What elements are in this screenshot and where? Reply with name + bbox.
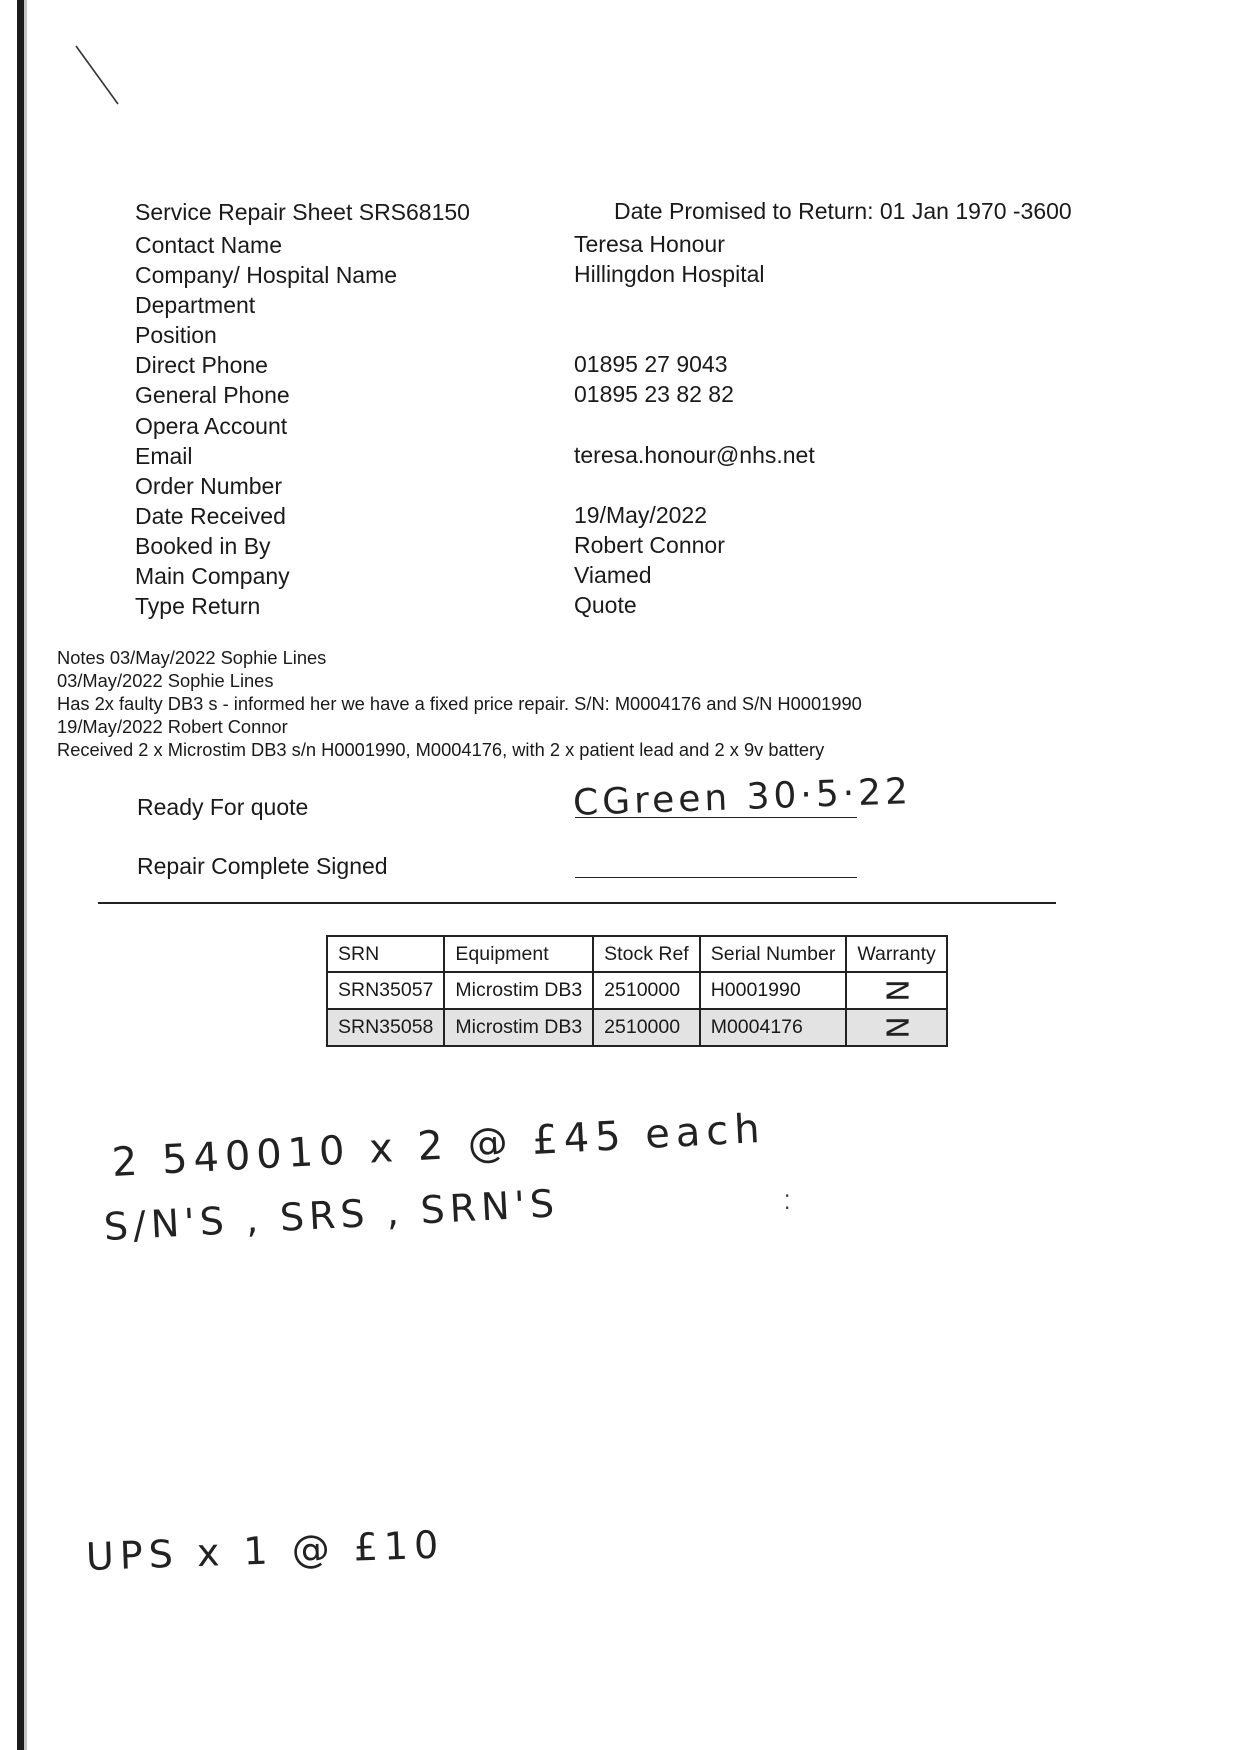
label-general-phone: General Phone xyxy=(135,382,290,409)
cell-equipment: Microstim DB3 xyxy=(444,972,593,1009)
handwritten-warranty: N xyxy=(879,979,915,1002)
value-main-company: Viamed xyxy=(574,562,652,589)
label-direct-phone: Direct Phone xyxy=(135,352,268,379)
handwritten-signature: CGreen 30·5·22 xyxy=(572,771,913,824)
label-date-received: Date Received xyxy=(135,502,286,529)
value-email: teresa.honour@nhs.net xyxy=(574,441,815,468)
handwritten-note: 2 540010 x 2 @ £45 each xyxy=(110,1105,767,1186)
value-booked-in-by: Robert Connor xyxy=(574,531,725,558)
note-line: 03/May/2022 Sophie Lines xyxy=(57,670,274,691)
repair-complete-label: Repair Complete Signed xyxy=(137,853,388,879)
sheet-title: Service Repair Sheet SRS68150 xyxy=(135,199,470,225)
cell-srn: SRN35058 xyxy=(327,1009,444,1046)
label-order-number: Order Number xyxy=(135,472,282,499)
scan-edge xyxy=(17,0,24,1750)
table-row xyxy=(327,1009,947,1046)
label-type-return: Type Return xyxy=(135,593,261,620)
cell-srn: SRN35057 xyxy=(327,972,444,1009)
value-order-number xyxy=(574,470,815,500)
pen-dot-mark: ⁚ xyxy=(784,1192,791,1214)
cell-stock-ref: 2510000 xyxy=(593,972,700,1009)
note-line: 19/May/2022 Robert Connor xyxy=(57,716,288,737)
label-booked-in-by: Booked in By xyxy=(135,532,271,559)
label-main-company: Main Company xyxy=(135,563,290,590)
value-type-return: Quote xyxy=(574,592,637,619)
table-header-row xyxy=(327,936,947,972)
header-equipment: Equipment xyxy=(444,936,593,972)
value-contact-name: Teresa Honour xyxy=(574,231,725,257)
handwritten-note: UPS x 1 @ £10 xyxy=(85,1522,445,1579)
cell-warranty xyxy=(846,972,946,1009)
value-date-received: 19/May/2022 xyxy=(574,501,707,528)
equipment-table xyxy=(326,935,948,1047)
handwritten-note: S/N'S , SRS , SRN'S xyxy=(102,1181,561,1249)
note-line: Received 2 x Microstim DB3 s/n H0001990, M0004176, with 2 x patient lead and 2 x 9v battery xyxy=(57,739,825,760)
field-labels xyxy=(135,230,397,621)
complete-signature-line xyxy=(575,877,857,878)
header-stock-ref: Stock Ref xyxy=(593,936,700,972)
scan-edge-shadow xyxy=(24,0,27,1750)
label-position: Position xyxy=(135,322,217,349)
ready-signature-line xyxy=(575,817,857,818)
value-department xyxy=(574,289,815,319)
label-company: Company/ Hospital Name xyxy=(135,262,398,289)
header-warranty: Warranty xyxy=(846,936,946,972)
label-email: Email xyxy=(135,442,193,469)
header-serial-number: Serial Number xyxy=(700,936,847,972)
header-srn: SRN xyxy=(327,936,444,972)
label-opera-account: Opera Account xyxy=(135,412,288,439)
cell-serial-number: H0001990 xyxy=(700,972,847,1009)
cell-warranty xyxy=(846,1009,946,1046)
ready-for-quote-label: Ready For quote xyxy=(137,794,309,820)
field-values xyxy=(574,229,815,620)
section-divider xyxy=(98,902,1056,904)
date-promised: Date Promised to Return: 01 Jan 1970 -3600 xyxy=(614,198,1072,224)
handwritten-warranty: N xyxy=(879,1016,915,1039)
label-contact-name: Contact Name xyxy=(135,232,283,258)
table-row xyxy=(327,972,947,1009)
cell-equipment: Microstim DB3 xyxy=(444,1009,593,1046)
pen-stroke-mark xyxy=(70,40,130,110)
note-line: Has 2x faulty DB3 s - informed her we have a fixed price repair. S/N: M0004176 and S/N H0001990 xyxy=(57,693,862,714)
value-general-phone: 01895 23 82 82 xyxy=(574,381,734,408)
note-line: Notes 03/May/2022 Sophie Lines xyxy=(57,647,327,668)
cell-stock-ref: 2510000 xyxy=(593,1009,700,1046)
notes-section xyxy=(57,646,862,761)
value-company: Hillingdon Hospital xyxy=(574,261,765,288)
value-direct-phone: 01895 27 9043 xyxy=(574,351,728,378)
value-position xyxy=(574,319,815,349)
label-department: Department xyxy=(135,292,256,319)
cell-serial-number: M0004176 xyxy=(700,1009,847,1046)
value-opera-account xyxy=(574,410,815,440)
